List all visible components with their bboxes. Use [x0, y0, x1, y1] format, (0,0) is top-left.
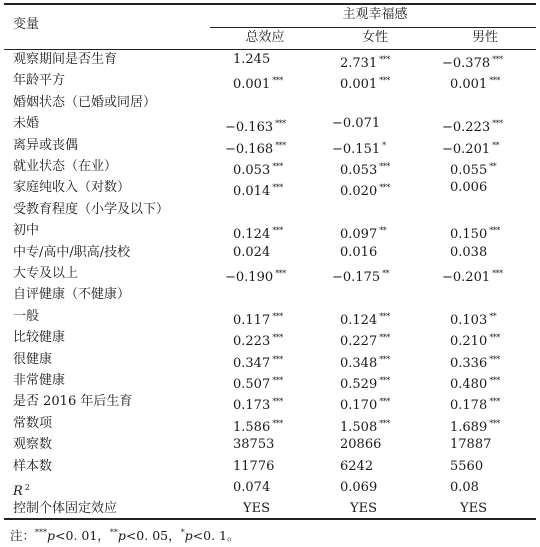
significance-stars: ***: [379, 418, 390, 428]
note-p-3: p: [184, 528, 193, 543]
table-cell: [233, 307, 283, 331]
cell-value: 17887: [450, 437, 492, 453]
cell-value: 1.689: [450, 419, 488, 435]
row-label: 受教育程度（小学及以下）: [13, 201, 170, 217]
table-cell: [450, 414, 500, 438]
cell-value: 0.069: [340, 480, 378, 495]
cell-value: 0.480: [450, 377, 488, 392]
significance-stars: ***: [272, 418, 283, 428]
significance-stars: ***: [379, 376, 390, 385]
cell-value: 0.020: [340, 184, 378, 200]
cell-value: 0.053: [233, 163, 271, 178]
table-cell: [450, 157, 496, 181]
significance-stars: ***: [492, 269, 503, 278]
table-cell: [450, 221, 500, 245]
significance-stars: ***: [272, 354, 283, 364]
cell-value: 0.08: [450, 480, 479, 495]
table-cell: [450, 371, 500, 395]
cell-value: 0.117: [233, 312, 271, 328]
significance-stars: ***: [489, 76, 500, 86]
row-label: 未婚: [13, 116, 40, 132]
significance-stars: ***: [379, 55, 390, 64]
cell-value: 38753: [233, 437, 275, 453]
table-cell: [332, 114, 380, 134]
row-label: 就业状态（在业）: [13, 159, 118, 174]
cell-value: 0.038: [450, 244, 488, 260]
significance-stars: ***: [489, 418, 500, 428]
note-text-1: <0. 01，: [55, 528, 110, 543]
note-prefix: 注：: [10, 528, 36, 543]
note-stars-1: ***: [35, 528, 48, 537]
cell-value: 0.103: [450, 312, 488, 328]
cell-value: 0.024: [233, 244, 271, 260]
significance-stars: ***: [379, 397, 390, 407]
row-label: 中专/高中/职高/技校: [13, 244, 131, 260]
cell-value: 1.508: [340, 419, 378, 435]
table-cell: [450, 328, 500, 352]
cell-value: −0.071: [332, 116, 381, 132]
row-label-sup: 2: [24, 483, 30, 492]
table-cell: [450, 243, 487, 263]
table-cell: [233, 435, 274, 455]
top-rule: [4, 3, 536, 5]
significance-stars: ***: [492, 119, 503, 129]
table-cell: [340, 371, 390, 395]
table-cell: [340, 414, 390, 438]
cell-value: 0.074: [233, 480, 271, 495]
significance-stars: ***: [489, 333, 500, 343]
table-cell: [340, 178, 390, 202]
significance-stars: **: [492, 140, 500, 150]
table-cell: [442, 264, 503, 288]
table-cell: [340, 478, 377, 498]
note-stars-3: *: [180, 528, 185, 537]
cell-value: 0.001: [233, 77, 271, 93]
cell-value: 0.507: [233, 377, 271, 392]
row-label: 一般: [13, 308, 40, 324]
table-cell: [340, 50, 390, 74]
cell-value: −0.201: [442, 270, 491, 285]
significance-stars: ***: [272, 162, 283, 171]
table-cell: [450, 71, 500, 95]
table-cell: [442, 136, 499, 160]
table-cell: [340, 350, 390, 374]
row-label: 比较健康: [13, 330, 66, 346]
cell-value: 0.006: [450, 180, 488, 196]
table-cell: [233, 414, 283, 438]
row-label: R: [13, 484, 23, 499]
row-label: 自评健康（不健康）: [13, 287, 131, 303]
row-label: 年龄平方: [13, 73, 66, 89]
cell-value: −0.378: [442, 56, 491, 71]
cell-value: −0.223: [442, 120, 491, 136]
cell-value: 0.055: [450, 163, 488, 178]
significance-stars: ***: [379, 311, 390, 321]
cell-value: −0.175: [332, 270, 381, 285]
cell-value: 0.001: [450, 77, 488, 93]
header-variable: 变量: [13, 17, 40, 32]
row-label: 控制个体固定效应: [13, 501, 118, 517]
table-cell: [450, 307, 496, 331]
cell-value: 0.124: [233, 227, 271, 243]
significance-stars: ***: [275, 119, 286, 129]
significance-stars: **: [489, 311, 497, 321]
cell-value: 0.124: [340, 312, 378, 328]
cell-value: −0.151: [332, 141, 381, 157]
note-text-3: <0. 1。: [192, 528, 240, 543]
table-cell: [332, 264, 389, 288]
cell-value: YES: [243, 501, 270, 517]
row-label: 观察数: [13, 437, 53, 453]
cell-value: −0.163: [225, 120, 274, 136]
header-col-total: 总效应: [245, 30, 285, 45]
cell-value: 0.170: [340, 398, 378, 414]
cell-value: YES: [350, 501, 377, 517]
table-cell: [233, 50, 270, 70]
cell-value: 0.014: [233, 184, 271, 200]
row-label: 离异或丧偶: [13, 137, 79, 153]
significance-stars: ***: [489, 376, 500, 385]
table-cell: [450, 478, 479, 498]
table-cell: [233, 328, 283, 352]
table-cell: [332, 136, 386, 160]
significance-stars: ***: [272, 397, 283, 407]
cell-value: 1.586: [233, 419, 271, 435]
table-cell: [340, 435, 381, 455]
cell-value: 0.348: [340, 355, 378, 371]
table-cell: [225, 136, 286, 160]
cell-value: 0.016: [340, 244, 378, 260]
table-cell: [233, 243, 270, 263]
table-cell: [225, 114, 286, 138]
row-label: 观察期间是否生育: [13, 52, 118, 67]
cell-value: 0.097: [340, 227, 378, 243]
row-label: 很健康: [13, 351, 53, 367]
cell-value: 0.173: [233, 398, 271, 414]
table-cell: [340, 307, 390, 331]
cell-value: 1.245: [233, 52, 271, 67]
cell-value: 0.150: [450, 227, 488, 243]
table-cell: [233, 392, 283, 416]
table-cell: [233, 178, 283, 202]
significance-stars: ***: [492, 55, 503, 64]
significance-stars: ***: [489, 397, 500, 407]
table-cell: [442, 50, 503, 74]
table-cell: [450, 435, 491, 455]
significance-stars: ***: [272, 76, 283, 86]
table-cell: [233, 478, 270, 498]
table-cell: [233, 350, 283, 374]
significance-stars: ***: [379, 76, 390, 86]
table-cell: [233, 157, 283, 181]
table-cell: [340, 392, 390, 416]
row-label: 样本数: [13, 458, 53, 474]
note-p-2: p: [117, 528, 126, 543]
cell-value: 0.223: [233, 334, 271, 350]
cell-value: 6242: [340, 458, 374, 474]
cell-value: −0.190: [225, 270, 274, 285]
significance-stars: **: [489, 162, 497, 171]
significance-stars: ***: [489, 226, 500, 236]
cell-value: 20866: [340, 437, 382, 453]
cell-value: 2.731: [340, 56, 378, 71]
table-cell: [225, 264, 286, 288]
table-cell: [460, 499, 487, 519]
table-cell: [450, 392, 500, 416]
cell-value: 0.347: [233, 355, 271, 371]
row-label-r2: [13, 478, 29, 502]
table-cell: [442, 114, 503, 138]
table-cell: [340, 71, 390, 95]
table-cell: [233, 371, 283, 395]
cell-value: 0.053: [340, 163, 378, 178]
table-cell: [340, 328, 390, 352]
cell-value: 0.210: [450, 334, 488, 350]
table-cell: [450, 457, 483, 477]
row-label: 非常健康: [13, 373, 66, 388]
cell-value: YES: [460, 501, 487, 517]
table-cell: [350, 499, 377, 519]
significance-stars: *: [382, 140, 386, 150]
table-note: [10, 524, 239, 545]
significance-stars: ***: [272, 183, 283, 193]
cell-value: −0.201: [442, 141, 491, 157]
table-cell: [340, 157, 390, 181]
cell-value: 0.336: [450, 355, 488, 371]
significance-stars: ***: [489, 354, 500, 364]
table-cell: [450, 178, 487, 198]
row-label: 家庭纯收入（对数）: [13, 180, 131, 196]
significance-stars: **: [379, 226, 387, 236]
row-label: 大专及以上: [13, 266, 79, 281]
cell-value: 0.178: [450, 398, 488, 414]
significance-stars: ***: [275, 140, 286, 150]
significance-stars: **: [382, 269, 390, 278]
row-label: 婚姻状态（已婚或同居）: [13, 94, 157, 110]
header-col-male: 男性: [471, 30, 498, 45]
cell-value: 0.227: [340, 334, 378, 350]
row-label: 是否 2016 年后生育: [13, 394, 133, 410]
table-cell: [340, 457, 373, 477]
table-cell: [340, 221, 386, 245]
row-label: 初中: [13, 223, 40, 239]
significance-stars: ***: [272, 311, 283, 321]
header-group: 主观幸福感: [342, 7, 408, 22]
note-text-2: <0. 05，: [125, 528, 181, 543]
cell-value: 11776: [233, 458, 275, 474]
significance-stars: ***: [379, 333, 390, 343]
table-cell: [233, 71, 283, 95]
significance-stars: ***: [275, 269, 286, 278]
significance-stars: ***: [379, 162, 390, 171]
table-cell: [233, 221, 283, 245]
cell-value: 0.001: [340, 77, 378, 93]
significance-stars: ***: [272, 333, 283, 343]
cell-value: 5560: [450, 458, 484, 474]
cell-value: −0.168: [225, 141, 274, 157]
table-cell: [233, 457, 274, 477]
cell-value: 0.529: [340, 377, 378, 392]
table-cell: [450, 350, 500, 374]
row-label: 常数项: [13, 415, 53, 431]
significance-stars: ***: [272, 226, 283, 236]
table-cell: [340, 243, 377, 263]
table-cell: [243, 499, 270, 519]
significance-stars: ***: [272, 376, 283, 385]
note-p-1: p: [47, 528, 56, 543]
significance-stars: ***: [379, 354, 390, 364]
bottom-rule: [4, 518, 536, 520]
header-col-female: 女性: [361, 30, 388, 45]
note-stars-2: **: [109, 528, 118, 537]
significance-stars: ***: [379, 183, 390, 193]
